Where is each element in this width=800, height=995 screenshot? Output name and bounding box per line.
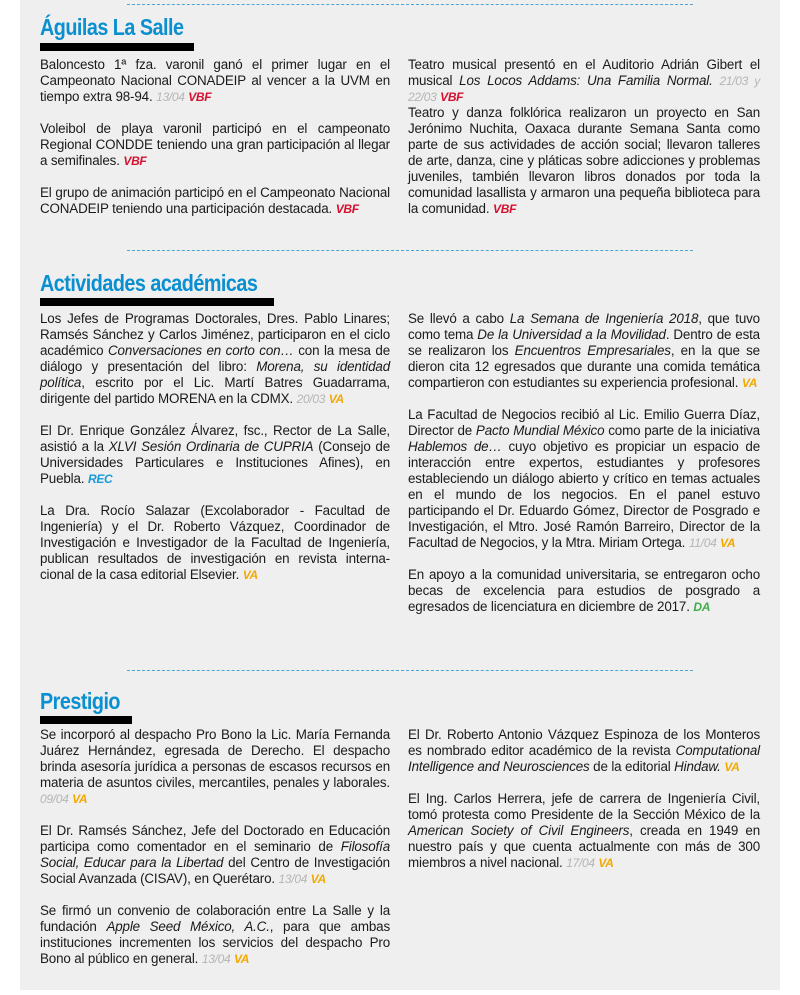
news-item-text: (Consejo de Universidades Particulares e Instituciones Afines), en Puebla. — [40, 439, 390, 486]
news-item-text: La Dra. Rocío Salazar (Excolaborador - Facultad de Ingeniería) y el Dr. Roberto Vázquez, Coordinador de Investigación e Investigador de la Facultad de Ingeniería, publican resultados de investigación en revista interna-cional de la casa editorial Elsevier. — [40, 503, 390, 582]
news-item-text: cuyo objetivo es propiciar un espacio de interacción entre expertos, estudiantes y profesores estableciendo un diálogo abierto y crítico en temas actuales en el mundo de los negocios. En el panel estuvo participando el Dr. Eduardo Gómez, Director de Posgrado e Investigación, el Mtro. José Ramón Barreiro, Director de la Facultad de Negocios, y la Mtra. Miriam Ortega. — [408, 439, 760, 550]
news-item — [40, 727, 390, 807]
news-item — [408, 311, 760, 391]
news-item-title-italic: Encuentros Empresariales — [514, 343, 671, 358]
news-item — [408, 567, 760, 615]
news-item-text: Se firmó un convenio de colaboración entre La Salle y la fundación — [40, 903, 390, 934]
news-item-date: 13/04 — [156, 90, 185, 104]
section-1-left-column — [40, 311, 390, 599]
section-0-left-column — [40, 57, 390, 233]
news-item-title-italic: American Society of Civil Engineers — [408, 823, 630, 838]
news-item-source-tag: VBF — [440, 90, 464, 104]
news-item-text: El Dr. Ramsés Sánchez, Jefe del Doctorado en Educación participa como comentador en el seminario de — [40, 823, 390, 854]
news-item-date: 21/03 y 22/03 — [408, 74, 760, 104]
news-item-source-tag: VA — [741, 376, 758, 390]
news-item-text: Teatro y danza folklórica realizaron un proyecto en San Jerónimo Nuchita, Oaxaca durante Semana Santa como parte de sus actividades de acción social; llevaron talleres de arte, danza, cine y pláticas sobre adicciones y problemas juveniles, también llevaron libros donados por toda la comunidad lasallista y armaron una pequeña biblioteca para la comunidad. — [408, 105, 760, 216]
news-item-title-italic: Los Locos Addams: Una Familia Normal. — [459, 73, 713, 88]
news-item-title-italic: Conversaciones en corto con… — [108, 343, 294, 358]
news-item-title-italic: Apple Seed México, A.C. — [106, 919, 270, 934]
news-item-date: 09/04 — [40, 792, 69, 806]
news-item-text: Voleibol de playa varonil participó en el campeonato Regional CONDDE teniendo una gran participación al llegar a semifinales. — [40, 121, 390, 168]
news-item-text: El Dr. Enrique González Álvarez, fsc., Rector de La Salle, asistió a la — [40, 423, 390, 454]
news-item-title-italic: Computational Intelligence and Neurosciences — [408, 743, 760, 774]
news-item — [408, 727, 760, 775]
news-item-text: Los Jefes de Programas Doctorales, Dres. Pablo Linares; Ramsés Sánchez y Carlos Jiménez, participaron en el ciclo académico — [40, 311, 390, 358]
title-underline-bar — [40, 298, 274, 306]
news-item-text: , que tuvo como tema — [408, 311, 760, 342]
news-item-title-italic: Pacto Mundial México — [475, 423, 605, 438]
news-item-text: El Dr. Roberto Antonio Vázquez Espinoza de los Monteros es nombrado editor académico de la revista — [408, 727, 760, 758]
news-item-source-tag: VBF — [493, 202, 517, 216]
news-item-source-tag: VA — [310, 872, 326, 886]
news-item-title-italic: Hindaw. — [674, 759, 721, 774]
news-item-source-tag: VBF — [335, 202, 359, 216]
news-item-title-italic: Morena, su identidad política — [40, 359, 391, 390]
news-item-text: , escrito por el Lic. Martí Batres Guadarrama, dirigente del partido MORENA en la CDMX. — [40, 375, 390, 406]
news-item-text: de la editorial — [589, 759, 675, 774]
section-0-right-column — [408, 57, 760, 233]
news-item-source-tag: VA — [328, 392, 344, 406]
news-item-source-tag: VBF — [123, 154, 147, 168]
news-item-date: 17/04 — [566, 856, 595, 870]
news-item-source-tag: VA — [720, 536, 736, 550]
news-item — [40, 121, 390, 169]
news-item — [40, 185, 390, 217]
news-item-title-italic: La Semana de Ingeniería 2018 — [509, 311, 699, 326]
section-2-right-column — [408, 727, 760, 887]
news-item-text: , para que ambas instituciones incrementen los servicios del despacho Pro Bono al público en general. — [40, 919, 390, 966]
section-title-actividades: Actividades académicas — [40, 270, 258, 296]
news-item-title-italic: Filosofía Social, Educar para la Libertad — [40, 839, 390, 870]
news-item — [40, 57, 390, 105]
news-item-date: 11/04 — [688, 536, 717, 550]
news-item — [40, 503, 390, 583]
news-item-source-tag: DA — [693, 600, 711, 614]
news-item-text: , creada en 1949 en nuestro país y que cuenta actualmente con más de 300 miembros a nivel nacional. — [408, 823, 760, 870]
news-item-source-tag: VA — [242, 568, 258, 582]
news-item-text: , en la que se dieron cita 12 egresados que durante una comida temática compartieron con estudiantes su experiencia profesional. — [408, 343, 760, 390]
news-item-source-tag: VA — [72, 792, 88, 806]
news-item-text: El grupo de animación participó en el Campeonato Nacional CONADEIP teniendo una participación destacada. — [40, 185, 390, 216]
news-item-source-tag: VA — [598, 856, 614, 870]
news-item-title-italic: De la Universidad a la Movilidad — [477, 327, 666, 342]
news-item-text: del Centro de Investigación Social Avanzada (CISAV), en Querétaro. — [40, 855, 390, 886]
news-item-text: En apoyo a la comunidad universitaria, se entregaron ocho becas de excelencia para estudios de posgrado a egresados de licenciatura en diciembre de 2017. — [408, 567, 760, 614]
news-item — [408, 57, 760, 105]
section-divider — [127, 670, 693, 671]
news-item-text: Se llevó a cabo — [408, 311, 510, 326]
news-item — [40, 823, 390, 887]
news-item-text: Teatro musical presentó en el Auditorio Adrián Gibert el musical — [408, 57, 760, 88]
section-2-left-column — [40, 727, 390, 983]
news-item-title-italic: Hablemos de… — [408, 439, 502, 454]
news-item-text: El Ing. Carlos Herrera, jefe de carrera de Ingeniería Civil, tomó protesta como Presidente de la Sección México de la — [408, 791, 760, 822]
news-item-date: 13/04 — [278, 872, 308, 886]
news-item-text: Se incorporó al despacho Pro Bono la Lic. María Fernanda Juárez Hernández, egresada de Derecho. El despacho brinda asesoría jurídica a personas de escasos recursos en materia de asuntos civiles, mercantiles, penales y laborales. — [40, 727, 390, 790]
news-item — [40, 311, 390, 407]
section-title-prestigio: Prestigio — [40, 688, 120, 714]
news-item — [40, 423, 390, 487]
news-item — [408, 407, 760, 551]
title-underline-bar — [40, 43, 194, 51]
news-item-text: como parte de la iniciativa — [604, 423, 760, 438]
news-item-title-italic: XLVI Sesión Ordinaria de CUPRIA — [108, 439, 314, 454]
news-item-source-tag: VBF — [188, 90, 212, 104]
section-1-right-column — [408, 311, 760, 631]
news-item-text: . Dentro de esta se realizaron los — [408, 327, 760, 358]
news-item-source-tag: VA — [233, 952, 250, 966]
news-item — [40, 903, 390, 967]
news-item-text: La Facultad de Negocios recibió al Lic. Emilio Guerra Díaz, Director de — [408, 407, 760, 438]
news-item-text: Baloncesto 1ª fza. varonil ganó el primer lugar en el Campeonato Nacional CONADEIP al vencer a la UVM en tiempo extra 98-94. — [40, 57, 390, 104]
section-divider — [127, 250, 693, 251]
news-item-source-tag: VA — [724, 760, 740, 774]
news-item — [408, 105, 760, 217]
news-item — [408, 791, 760, 871]
section-divider — [127, 4, 693, 5]
news-item-source-tag: REC — [87, 472, 113, 486]
title-underline-bar — [40, 716, 132, 724]
news-item-date: 20/03 — [296, 392, 326, 406]
news-item-date: 13/04 — [201, 952, 231, 966]
section-title-aguilas: Águilas La Salle — [40, 14, 184, 40]
news-item-text: con la mesa de diálogo y presentación del libro: — [40, 343, 391, 374]
